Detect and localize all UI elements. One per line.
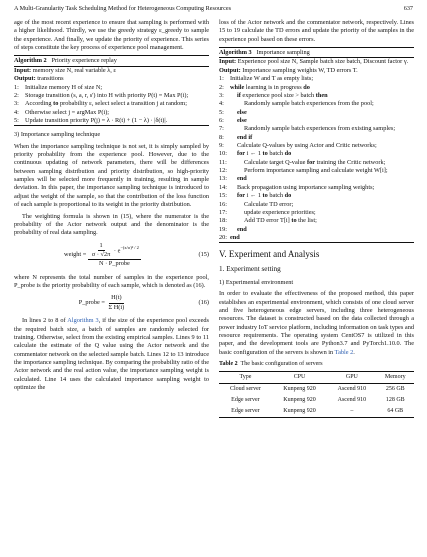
algorithm-3-line-text: if experience pool size > batch then [237, 91, 328, 99]
eq15-lhs: weight = [64, 250, 87, 258]
algorithm-2-label: Algorithm 2 [14, 56, 47, 64]
algorithm-3-line [219, 184, 414, 192]
experimental-environment-paragraph: In order to evaluate the effectiveness of the proposed method, this paper establishes an experimental environment, which consists of one cloud server and five heterogeneous edge servers, including three heterogeneous resources. The dataset is constructed based on the data collected through a power industry IoT service platform, including information on task types and resource requirements. The operating system CentOS7 is utilized in this paper, and the development tools are Python3.7 and PyTorch1.10.0. The basic configuration of the servers is shown in Table 2. [219, 290, 414, 356]
algorithm-2-line-number: 1: [14, 83, 19, 91]
algorithm-3-title: Importance sampling [256, 48, 310, 56]
table-header-cell: Memory [384, 373, 406, 380]
experimental-environment-heading: 1) Experimental environment [219, 278, 294, 286]
eq15-inner-fraction: $\frac{1}{\sigma \cdot √2\pi}$ [91, 241, 111, 258]
algorithm-3-line [219, 134, 414, 142]
algorithm-3-line [219, 150, 414, 158]
algorithm-3-input: Input: Experience pool size N, Sample batch size batch, Discount factor γ. [219, 58, 409, 66]
algorithm-3-line-number: 7: [219, 125, 224, 133]
algorithm-3-line-number: 3: [219, 91, 224, 99]
algorithm-3-line-text: end [237, 225, 247, 233]
table-header-cell: Type [239, 373, 252, 380]
algorithm-3-output: Output: Importance sampling weights W, TD errors T. [219, 66, 358, 74]
table-row [219, 395, 414, 406]
algorithm-3-line [219, 217, 414, 225]
algorithm-2-line-number: 3: [14, 100, 19, 108]
algorithm-3-line-text: end [230, 233, 240, 241]
table-cell: 256 GB [385, 385, 405, 392]
algorithm-2-line [14, 117, 209, 125]
table-cell: Edge server [231, 396, 260, 403]
algorithm-3-line [219, 117, 414, 125]
algorithm-3-line-number: 8: [219, 133, 224, 141]
algorithm-2-box [14, 55, 209, 126]
equation-15 [14, 242, 209, 269]
algorithm-3-line-text: Perform importance sampling and calculate weight W[i]; [244, 167, 388, 175]
algorithm-3-line [219, 192, 414, 200]
algorithm-2-line [14, 84, 209, 92]
algorithm-2-line-number: 4: [14, 108, 19, 116]
left-column [14, 19, 209, 395]
algorithm-3-link[interactable]: Algorithm 3 [67, 317, 99, 325]
algorithm-3-line-text: end if [237, 133, 253, 141]
table-cell: Kunpeng 920 [283, 396, 316, 403]
algorithm-3-line-number: 6: [219, 116, 224, 124]
algorithm-3-description-paragraph: In lines 2 to 8 of Algorithm 3, if the size of the experience pool exceeds the required batch size, a batch of samples are randomly selected for training. Otherwise, select from the existing empirical samples. Lines 9 to 11 calculate the estimate of the Q value using the Actor network and the commentator network on the selected sample batch. Lines 12 to 13 introduce the importance sampling technique. By comparing the probability ratio of the Actor network and the real action value, the importance sampling weight is calculated. Line 14 uses the calculated importance sampling weight to optimize the [14, 317, 210, 392]
algorithm-3-line-text: Calculate TD error; [244, 200, 294, 208]
algorithm-3-line-text: Randomly sample batch experiences from the pool; [244, 100, 374, 108]
algorithm-3-line-number: 14: [219, 183, 228, 191]
algorithm-2-line [14, 100, 209, 108]
algorithm-3-line [219, 100, 414, 108]
equation-16 [14, 294, 209, 312]
algorithm-3-label: Algorithm 3 [219, 48, 252, 56]
algorithm-2-line-number: 2: [14, 91, 19, 99]
table-cell: Ascend 910 [337, 396, 367, 403]
table-cell: 64 GB [387, 407, 404, 414]
algorithm-2-line-text: Initialize memory H of size N; [25, 83, 103, 91]
eq16-fraction: $\frac{H(t)}{\text{Σ H(i)}}$ [108, 294, 125, 311]
algorithm-3-line-number: 11: [219, 158, 227, 166]
running-header [14, 5, 413, 15]
algorithm-3-line-text: Back propagation using importance sampling weights; [237, 183, 375, 191]
algorithm-2-input: Input: memory size N, real variable λ, ε [14, 66, 117, 74]
table-caption [219, 361, 414, 369]
algorithm-3-line-text: Calculate target Q-value for training the Critic network; [244, 158, 386, 166]
algorithm-2-lines [14, 84, 209, 126]
algorithm-3-line-number: 18: [219, 217, 228, 225]
algorithm-3-line-number: 1: [219, 75, 224, 83]
intro-paragraph-right: loss of the Actor network and the commentator network, respectively. Lines 15 to 19 calculate the TD errors and update the priority of the samples in the experience pool based on these errors. [219, 19, 414, 43]
algorithm-3-line-number: 17: [219, 208, 228, 216]
algorithm-2-line [14, 92, 209, 100]
algorithm-3-line-number: 16: [219, 200, 228, 208]
algorithm-2-title: Priority experience replay [51, 56, 117, 64]
algorithm-3-line [219, 75, 414, 83]
algorithm-3-line-number: 19: [219, 225, 228, 233]
table-cell: Cloud server [230, 385, 261, 392]
table-cell: 128 GB [385, 396, 405, 403]
algorithm-2-line [14, 109, 209, 117]
algorithm-3-line-number: 4: [219, 100, 224, 108]
algorithm-2-line-text: Update transition priority P(j) = λ · R(t) + (1 − λ) · |δ(t)|. [25, 116, 168, 124]
algorithm-3-line-text: else [237, 108, 247, 116]
table-caption-text: The basic configuration of servers [240, 361, 323, 368]
algorithm-2-line-number: 5: [14, 116, 19, 124]
table-row [219, 384, 414, 395]
section-heading: V. Experiment and Analysis [219, 249, 320, 260]
eq15-fraction: $\frac{1}{\sigma \cdot √2\pi}$ · $e^{-(x/\sigma)^2 / 2}$ N · P_probe [88, 242, 141, 269]
algorithm-3-line-number: 2: [219, 83, 224, 91]
importance-sampling-paragraph: When the importance sampling technique is not set, it is simply sampled by priority probability from the experience pool. However, due to the continuous updating of network parameters, there will be differences between sampling distribution and priority distribution, so high-priority samples will be selected more frequently in training, resulting in sample deviation. In this paper, the importance sampling technique is introduced to adjust the weight of the sample, so that the contribution of the loss function of each sample is proportional to its weight in the priority distribution. [14, 142, 209, 209]
algorithm-3-line [219, 175, 414, 183]
subsection-heading: 1. Experiment setting [219, 265, 281, 274]
algorithm-3-line [219, 109, 414, 117]
running-title: A Multi-Granularity Task Scheduling Method for Heterogeneous Computing Resources [14, 5, 232, 12]
weighting-formula-paragraph: The weighting formula is shown in (15), where the numerator is the probability of the Actor network output and the denominator is the probability of real data sampling. [14, 212, 209, 237]
algorithm-3-line [219, 84, 414, 92]
intro-paragraph-left: age of the most recent experience to ensure that sampling is performed with a higher likelihood. Thirdly, we use the greedy strategy ε_greedy to sample the experience. And finally, we update the priority of experience. This series of steps constitute the key process of experience pool management. [14, 19, 209, 52]
algorithm-3-line-text: else [237, 116, 247, 124]
algorithm-3-line-number: 20: [219, 233, 228, 241]
algorithm-2-caption [14, 56, 209, 66]
algorithm-3-line-text: end [237, 175, 247, 183]
algorithm-3-caption [219, 48, 414, 58]
table-header-cell: CPU [293, 373, 306, 380]
algorithm-3-line [219, 125, 414, 133]
where-paragraph: where N represents the total number of samples in the experience pool, P_probe is the priority probability of each sample, which is denoted as (16). [14, 273, 209, 290]
algorithm-3-line [219, 92, 414, 100]
table-cell: Kunpeng 920 [283, 407, 316, 414]
eq16-lhs: P_probe = [78, 299, 105, 307]
eq16-number: (16) [198, 299, 209, 307]
algorithm-3-line [219, 234, 414, 242]
algorithm-3-line [219, 209, 414, 217]
algorithm-3-line-text: for i ← 1 to batch do [237, 192, 292, 200]
right-column [219, 19, 414, 418]
algorithm-3-line-number: 5: [219, 108, 224, 116]
table-header-row [219, 372, 414, 384]
algorithm-2-output: Output: transitions [14, 75, 64, 83]
table-body [219, 384, 414, 418]
eq15-number: (15) [198, 250, 209, 258]
algorithm-3-line-number: 9: [219, 142, 224, 150]
algorithm-3-line [219, 226, 414, 234]
algorithm-3-line-text: for i ← 1 to batch do [237, 150, 292, 158]
table-header-cell: GPU [345, 373, 358, 380]
table-2-link[interactable]: Table 2 [334, 348, 354, 356]
table-cell: Edge server [231, 407, 260, 414]
algorithm-3-line-text: Add TD error T[i] to the list; [244, 217, 317, 225]
subsection-importance-sampling: 3) Importance sampling technique [14, 131, 101, 139]
algorithm-2-line-text: According to probability ε, select select a transition j at random; [25, 100, 187, 108]
algorithm-3-line [219, 201, 414, 209]
table-row [219, 406, 414, 417]
algorithm-2-line-text: Storage transition (s, a, r, s') into H with priority P(t) = Max P(i); [25, 91, 189, 99]
algorithm-3-line-text: update experience priorities; [244, 208, 316, 216]
algorithm-3-line-number: 15: [219, 192, 228, 200]
table-cell: Kunpeng 920 [283, 385, 316, 392]
algorithm-3-line [219, 167, 414, 175]
algorithm-3-line-number: 13: [219, 175, 228, 183]
algorithm-3-box [219, 47, 414, 243]
table-cell: – [350, 407, 354, 414]
algorithm-3-line [219, 159, 414, 167]
algorithm-3-line-text: Calculate Q-values by using Actor and Critic networks; [237, 142, 377, 150]
table-label: Table 2 [219, 361, 238, 368]
page-number: 637 [403, 5, 413, 12]
algorithm-3-lines [219, 75, 414, 242]
algorithm-3-line [219, 142, 414, 150]
algorithm-3-line-text: Randomly sample batch experiences from existing samples; [244, 125, 396, 133]
algorithm-3-line-text: Initialize W and T as empty lists; [230, 75, 314, 83]
algorithm-3-line-text: while learning is in progress do [230, 83, 310, 91]
algorithm-2-line-text: Otherwise select j = argMax P(i); [25, 108, 110, 116]
server-config-table [219, 371, 414, 418]
algorithm-3-line-number: 10: [219, 150, 228, 158]
algorithm-3-line-number: 12: [219, 167, 228, 175]
table-cell: Ascend 910 [337, 385, 367, 392]
